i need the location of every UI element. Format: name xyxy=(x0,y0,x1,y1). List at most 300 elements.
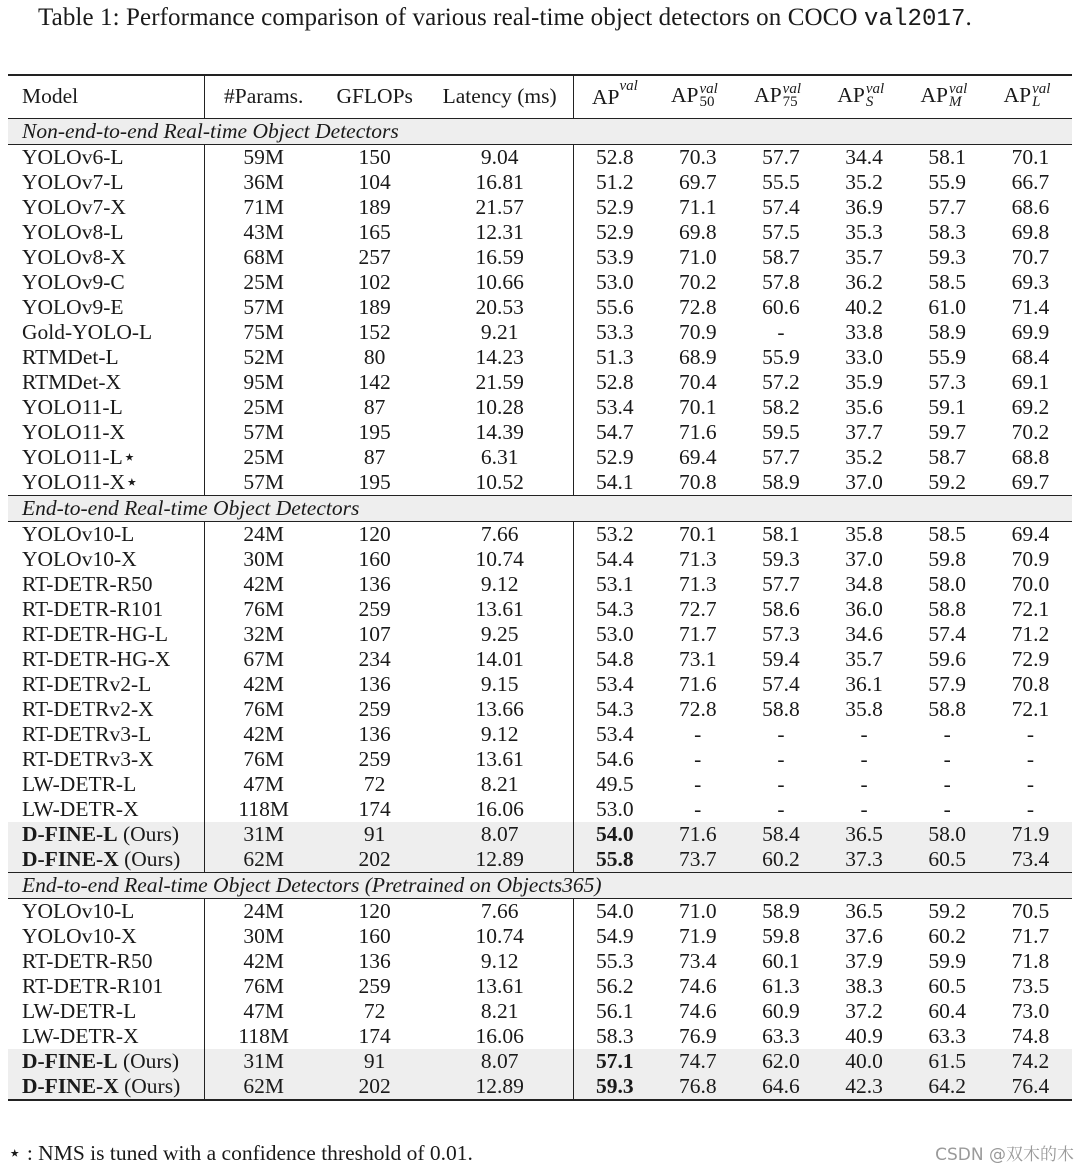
cell-apm: - xyxy=(943,771,951,796)
cell-model: RT-DETR-R101 xyxy=(22,596,164,621)
cell-apm: 61.0 xyxy=(928,294,967,319)
table-row xyxy=(8,974,1072,999)
cell-latency: 9.12 xyxy=(480,948,519,973)
cell-apl: 70.9 xyxy=(1011,546,1050,571)
cell-latency: 12.31 xyxy=(475,219,524,244)
cell-ap75: 59.5 xyxy=(762,419,800,444)
cell-gflops: 80 xyxy=(363,344,386,369)
cell-latency: 8.07 xyxy=(427,822,573,847)
cell-ap75: 60.9 xyxy=(762,998,800,1023)
cell-ap75: 61.3 xyxy=(762,973,800,998)
cell-params: 42M xyxy=(204,572,322,597)
cell-gflops: 107 xyxy=(358,621,391,646)
cell-latency: 7.66 xyxy=(480,521,519,546)
cell-gflops: 165 xyxy=(358,219,391,244)
cell-aps: 36.2 xyxy=(845,269,883,294)
cell-model: D-FINE-X (Ours) xyxy=(8,1074,204,1100)
cell-aps: 34.8 xyxy=(845,571,883,596)
cell-ap75: - xyxy=(777,796,785,821)
table-row xyxy=(8,597,1072,622)
cell-model: RT-DETRv2-X xyxy=(22,696,154,721)
cell-params: 57M xyxy=(204,295,322,320)
cell-apm: 57.3 xyxy=(928,369,967,394)
cell-params: 30M xyxy=(204,547,322,572)
table-row xyxy=(8,1024,1072,1049)
cell-ap75: 63.3 xyxy=(762,1023,800,1048)
cell-params: 68M xyxy=(204,245,322,270)
cell-aps: - xyxy=(860,771,868,796)
cell-model: YOLOv6-L xyxy=(22,144,124,169)
cell-ap75: 57.7 xyxy=(762,144,800,169)
cell-gflops: 259 xyxy=(358,696,391,721)
cell-latency: 9.12 xyxy=(480,571,519,596)
table-row-ours xyxy=(8,822,1072,847)
cell-params: 71M xyxy=(204,195,322,220)
cell-apm: 60.4 xyxy=(928,998,967,1023)
cell-apl: 70.0 xyxy=(1011,571,1050,596)
cell-ap50: 73.1 xyxy=(678,646,717,671)
cell-apm: 61.5 xyxy=(906,1049,989,1074)
cell-ap: 49.5 xyxy=(573,772,656,797)
cell-aps: 35.7 xyxy=(845,244,883,269)
cell-gflops: 259 xyxy=(358,596,391,621)
cell-model: RT-DETRv2-L xyxy=(22,671,152,696)
table-row xyxy=(8,572,1072,597)
cell-ap50: 71.6 xyxy=(656,822,739,847)
cell-model: YOLOv8-X xyxy=(22,244,126,269)
cell-model: Gold-YOLO-L xyxy=(22,319,153,344)
table-row xyxy=(8,345,1072,370)
header-aps: AP val S xyxy=(823,75,906,119)
cell-aps: 37.7 xyxy=(845,419,883,444)
cell-apm: 58.9 xyxy=(928,319,967,344)
cell-model: YOLOv10-X xyxy=(22,546,137,571)
cell-gflops: 195 xyxy=(358,419,391,444)
cell-gflops: 104 xyxy=(358,169,391,194)
cell-params: 42M xyxy=(204,722,322,747)
cell-params: 57M xyxy=(204,470,322,496)
cell-ap: 52.9 xyxy=(573,195,656,220)
cell-apl: 68.4 xyxy=(1011,344,1050,369)
cell-gflops: 160 xyxy=(358,923,391,948)
cell-ap50: 70.3 xyxy=(678,144,717,169)
cell-aps: 37.2 xyxy=(845,998,883,1023)
cell-ap75: 60.6 xyxy=(762,294,800,319)
cell-gflops: 120 xyxy=(358,521,391,546)
cell-params: 24M xyxy=(204,899,322,925)
cell-ap50: 70.9 xyxy=(678,319,717,344)
cell-ap50: 72.7 xyxy=(678,596,717,621)
cell-params: 24M xyxy=(204,522,322,548)
cell-apl: 76.4 xyxy=(989,1074,1072,1100)
section-title-row xyxy=(8,119,1072,145)
cell-latency: 16.59 xyxy=(475,244,524,269)
cell-apl: - xyxy=(1026,771,1034,796)
cell-ap: 58.3 xyxy=(573,1024,656,1049)
cell-ap: 54.6 xyxy=(573,747,656,772)
cell-gflops: 87 xyxy=(363,444,386,469)
cell-ap50: 71.9 xyxy=(678,923,717,948)
cell-apl: 74.2 xyxy=(989,1049,1072,1074)
cell-latency: 21.57 xyxy=(475,194,524,219)
cell-params: 31M xyxy=(204,1049,322,1074)
cell-ap75: 55.5 xyxy=(762,169,800,194)
table-row xyxy=(8,295,1072,320)
table-row xyxy=(8,370,1072,395)
cell-aps: - xyxy=(860,721,868,746)
cell-gflops: 152 xyxy=(358,319,391,344)
table-row xyxy=(8,170,1072,195)
cell-aps: 38.3 xyxy=(845,973,883,998)
cell-params: 62M xyxy=(204,847,322,873)
cell-apm: 63.3 xyxy=(928,1023,967,1048)
cell-ap75: - xyxy=(777,771,785,796)
header-latency: Latency (ms) xyxy=(427,75,573,119)
cell-latency: 14.23 xyxy=(475,344,524,369)
cell-ap: 52.8 xyxy=(573,145,656,171)
cell-model: D-FINE-L (Ours) xyxy=(8,822,204,847)
cell-params: 95M xyxy=(204,370,322,395)
cell-model: RTMDet-X xyxy=(22,369,122,394)
cell-model: LW-DETR-L xyxy=(22,771,137,796)
cell-ap50: 71.3 xyxy=(678,546,717,571)
table-row xyxy=(8,145,1072,171)
table-row-ours xyxy=(8,847,1072,873)
cell-aps: 40.0 xyxy=(823,1049,906,1074)
cell-model: LW-DETR-X xyxy=(22,1023,139,1048)
cell-params: 36M xyxy=(204,170,322,195)
cell-gflops: 142 xyxy=(358,369,391,394)
cell-aps: 34.6 xyxy=(845,621,883,646)
cell-model: D-FINE-X (Ours) xyxy=(8,847,204,873)
cell-aps: 35.2 xyxy=(845,444,883,469)
cell-latency: 16.81 xyxy=(475,169,524,194)
cell-model: YOLOv7-L xyxy=(22,169,124,194)
cell-params: 67M xyxy=(204,647,322,672)
cell-ap75: 59.4 xyxy=(762,646,800,671)
cell-gflops: 259 xyxy=(358,746,391,771)
cell-params: 43M xyxy=(204,220,322,245)
cell-apm: 58.8 xyxy=(928,596,967,621)
cell-model: YOLOv9-C xyxy=(22,269,125,294)
cell-ap75: 58.9 xyxy=(762,469,800,494)
cell-model: RT-DETR-R50 xyxy=(22,948,153,973)
results-table xyxy=(8,74,1072,1101)
cell-ap50: 74.7 xyxy=(656,1049,739,1074)
cell-ap50: 71.0 xyxy=(678,244,717,269)
section-title-row xyxy=(8,496,1072,522)
table-row xyxy=(8,270,1072,295)
cell-params: 42M xyxy=(204,672,322,697)
cell-params: 25M xyxy=(204,395,322,420)
cell-model: RT-DETR-HG-X xyxy=(22,646,171,671)
cell-apm: 59.6 xyxy=(928,646,967,671)
cell-gflops: 136 xyxy=(358,721,391,746)
cell-apm: 58.1 xyxy=(928,144,967,169)
cell-latency: 20.53 xyxy=(475,294,524,319)
cell-apl: 70.1 xyxy=(1011,144,1050,169)
cell-apl: - xyxy=(1026,796,1034,821)
cell-gflops: 259 xyxy=(358,973,391,998)
cell-ap: 56.2 xyxy=(573,974,656,999)
section-title: Non-end-to-end Real-time Object Detectors xyxy=(8,119,1072,145)
cell-ap: 54.7 xyxy=(573,420,656,445)
cell-apl: 69.7 xyxy=(1011,469,1050,494)
cell-ap50: 72.8 xyxy=(678,696,717,721)
cell-ap50: 76.9 xyxy=(678,1023,717,1048)
cell-apm: 57.7 xyxy=(928,194,967,219)
table-row xyxy=(8,672,1072,697)
cell-ap: 55.3 xyxy=(573,949,656,974)
table-row xyxy=(8,697,1072,722)
cell-apl: 70.7 xyxy=(1011,244,1050,269)
cell-apl: 72.1 xyxy=(1011,596,1050,621)
cell-apm: 58.3 xyxy=(928,219,967,244)
cell-latency: 13.61 xyxy=(475,973,524,998)
cell-apm: - xyxy=(943,721,951,746)
table-row xyxy=(8,949,1072,974)
cell-model: RT-DETR-R50 xyxy=(22,571,153,596)
header-ap50: AP val 50 xyxy=(656,75,739,119)
cell-model: YOLOv10-L xyxy=(22,898,135,923)
cell-aps: 33.0 xyxy=(845,344,883,369)
cell-apm: 58.0 xyxy=(906,822,989,847)
cell-latency: 6.31 xyxy=(480,444,519,469)
cell-aps: 42.3 xyxy=(823,1074,906,1100)
table-row-ours xyxy=(8,1049,1072,1074)
cell-apm: 59.9 xyxy=(928,948,967,973)
table-row xyxy=(8,395,1072,420)
cell-ap: 57.1 xyxy=(573,1049,656,1074)
cell-aps: 36.9 xyxy=(845,194,883,219)
table-header xyxy=(8,75,1072,119)
results-table-wrapper xyxy=(8,74,1072,1101)
cell-apl: 70.5 xyxy=(1011,898,1050,923)
cell-gflops: 160 xyxy=(358,546,391,571)
cell-latency: 14.01 xyxy=(475,646,524,671)
cell-apm: 57.4 xyxy=(928,621,967,646)
cell-aps: 35.2 xyxy=(845,169,883,194)
cell-ap75: 57.3 xyxy=(762,621,800,646)
cell-aps: 40.2 xyxy=(845,294,883,319)
cell-ap75: 57.7 xyxy=(762,444,800,469)
cell-ap50: 69.4 xyxy=(678,444,717,469)
cell-ap75: 60.1 xyxy=(762,948,800,973)
table-row xyxy=(8,245,1072,270)
cell-ap75: 57.4 xyxy=(762,194,800,219)
cell-gflops: 234 xyxy=(358,646,391,671)
cell-apl: 73.0 xyxy=(1011,998,1050,1023)
cell-gflops: 87 xyxy=(363,394,386,419)
cell-apl: 74.8 xyxy=(1011,1023,1050,1048)
header-apm: AP val M xyxy=(906,75,989,119)
cell-gflops: 136 xyxy=(358,948,391,973)
cell-apl: - xyxy=(1026,746,1034,771)
cell-apm: 60.5 xyxy=(928,973,967,998)
cell-aps: 37.9 xyxy=(845,948,883,973)
cell-latency: 8.07 xyxy=(427,1049,573,1074)
cell-ap75: 58.4 xyxy=(739,822,822,847)
cell-ap: 54.0 xyxy=(573,899,656,925)
section-end-to-end xyxy=(8,496,1072,873)
table-row xyxy=(8,999,1072,1024)
cell-ap75: 57.4 xyxy=(762,671,800,696)
cell-ap50: 70.2 xyxy=(678,269,717,294)
header-model: Model xyxy=(8,75,204,119)
cell-ap: 54.3 xyxy=(573,597,656,622)
cell-model: RT-DETRv3-X xyxy=(22,746,154,771)
cell-ap50: 71.7 xyxy=(678,621,717,646)
cell-ap: 51.3 xyxy=(573,345,656,370)
cell-latency: 16.06 xyxy=(475,1023,524,1048)
cell-latency: 9.04 xyxy=(480,144,519,169)
cell-gflops: 136 xyxy=(358,571,391,596)
cell-params: 76M xyxy=(204,597,322,622)
cell-ap75: 58.6 xyxy=(762,596,800,621)
cell-latency: 12.89 xyxy=(427,1074,573,1100)
cell-apm: 58.5 xyxy=(928,521,967,546)
table-row xyxy=(8,470,1072,496)
cell-ap50: - xyxy=(694,771,702,796)
cell-ap: 55.6 xyxy=(573,295,656,320)
cell-gflops: 174 xyxy=(358,796,391,821)
section-title: End-to-end Real-time Object Detectors xyxy=(8,496,1072,522)
cell-ap50: 70.1 xyxy=(678,394,717,419)
cell-apm: - xyxy=(943,796,951,821)
cell-aps: 34.4 xyxy=(845,144,883,169)
cell-aps: 36.0 xyxy=(845,596,883,621)
cell-latency: 13.61 xyxy=(475,596,524,621)
cell-params: 62M xyxy=(204,1074,322,1100)
cell-ap: 53.4 xyxy=(573,722,656,747)
cell-apl: 72.9 xyxy=(1011,646,1050,671)
cell-ap: 53.4 xyxy=(573,395,656,420)
cell-apm: 60.5 xyxy=(906,847,989,873)
cell-latency: 13.66 xyxy=(475,696,524,721)
cell-model: LW-DETR-X xyxy=(22,796,139,821)
cell-apl: 71.8 xyxy=(1011,948,1050,973)
header-params: #Params. xyxy=(204,75,322,119)
cell-apl: 66.7 xyxy=(1011,169,1050,194)
cell-params: 31M xyxy=(204,822,322,847)
cell-params: 75M xyxy=(204,320,322,345)
cell-apm: 59.8 xyxy=(928,546,967,571)
cell-apl: 68.6 xyxy=(1011,194,1050,219)
table-row xyxy=(8,420,1072,445)
cell-apm: 59.2 xyxy=(928,898,967,923)
cell-aps: 36.1 xyxy=(845,671,883,696)
cell-params: 118M xyxy=(204,1024,322,1049)
cell-model: YOLO11-L xyxy=(22,394,123,419)
table-row xyxy=(8,797,1072,822)
cell-apm: 60.2 xyxy=(928,923,967,948)
cell-ap: 52.9 xyxy=(573,445,656,470)
cell-aps: - xyxy=(860,796,868,821)
cell-params: 118M xyxy=(204,797,322,822)
cell-latency: 21.59 xyxy=(475,369,524,394)
cell-params: 76M xyxy=(204,747,322,772)
cell-apl: 71.9 xyxy=(989,822,1072,847)
cell-apl: 69.8 xyxy=(1011,219,1050,244)
cell-aps: 35.8 xyxy=(845,521,883,546)
cell-ap: 53.9 xyxy=(573,245,656,270)
cell-ap: 54.8 xyxy=(573,647,656,672)
cell-model: RT-DETR-R101 xyxy=(22,973,164,998)
table-row xyxy=(8,899,1072,925)
cell-gflops: 72 xyxy=(363,771,386,796)
header-gflops: GFLOPs xyxy=(323,75,427,119)
table-row xyxy=(8,622,1072,647)
cell-aps: 37.0 xyxy=(845,546,883,571)
cell-model: YOLOv8-L xyxy=(22,219,124,244)
caption-text: Table 1: Performance comparison of various real-time object detectors on COCO xyxy=(38,4,864,31)
cell-aps: 36.5 xyxy=(845,898,883,923)
cell-apm: 59.7 xyxy=(928,419,967,444)
cell-apl: 71.2 xyxy=(1011,621,1050,646)
cell-ap: 59.3 xyxy=(573,1074,656,1100)
cell-ap50: 72.8 xyxy=(678,294,717,319)
cell-aps: 37.3 xyxy=(823,847,906,873)
cell-params: 25M xyxy=(204,445,322,470)
cell-ap50: 71.3 xyxy=(678,571,717,596)
cell-ap50: 74.6 xyxy=(678,998,717,1023)
cell-apm: - xyxy=(943,746,951,771)
header-ap: $AP^{val}$ xyxy=(573,75,656,119)
cell-model: YOLOv7-X xyxy=(22,194,126,219)
table-row xyxy=(8,722,1072,747)
cell-apl: 68.8 xyxy=(1011,444,1050,469)
cell-ap: 54.3 xyxy=(573,697,656,722)
cell-latency: 10.52 xyxy=(475,469,524,494)
section-non-end-to-end xyxy=(8,119,1072,496)
cell-apm: 59.3 xyxy=(928,244,967,269)
cell-ap: 52.8 xyxy=(573,370,656,395)
cell-aps: 37.6 xyxy=(845,923,883,948)
cell-ap: 53.0 xyxy=(573,270,656,295)
cell-latency: 10.28 xyxy=(475,394,524,419)
cell-gflops: 120 xyxy=(358,898,391,923)
header-apl: AP val L xyxy=(989,75,1072,119)
table-row xyxy=(8,195,1072,220)
cell-ap50: - xyxy=(694,721,702,746)
cell-model: YOLO11-X xyxy=(22,419,126,444)
cell-model: RT-DETRv3-L xyxy=(22,721,152,746)
cell-ap50: 70.1 xyxy=(678,521,717,546)
cell-apl: 69.4 xyxy=(1011,521,1050,546)
cell-model: RT-DETR-HG-L xyxy=(22,621,169,646)
cell-ap75: 59.8 xyxy=(762,923,800,948)
cell-apm: 57.9 xyxy=(928,671,967,696)
cell-apm: 58.0 xyxy=(928,571,967,596)
table-row xyxy=(8,924,1072,949)
cell-ap: 51.2 xyxy=(573,170,656,195)
cell-latency: 14.39 xyxy=(475,419,524,444)
cell-params: 42M xyxy=(204,949,322,974)
cell-ap: 54.1 xyxy=(573,470,656,496)
cell-apl: 73.5 xyxy=(1011,973,1050,998)
cell-ap75: 57.2 xyxy=(762,369,800,394)
table-row xyxy=(8,320,1072,345)
cell-apl: 69.1 xyxy=(1011,369,1050,394)
cell-ap50: 71.6 xyxy=(678,671,717,696)
cell-apl: 73.4 xyxy=(989,847,1072,873)
cell-latency: 9.25 xyxy=(480,621,519,646)
table-row xyxy=(8,445,1072,470)
cell-apm: 59.2 xyxy=(928,469,967,494)
cell-model: YOLO11-L⋆ xyxy=(22,444,137,469)
footnote: ⋆ : NMS is tuned with a confidence threshold of 0.01. xyxy=(8,1141,473,1165)
cell-gflops: 150 xyxy=(358,144,391,169)
